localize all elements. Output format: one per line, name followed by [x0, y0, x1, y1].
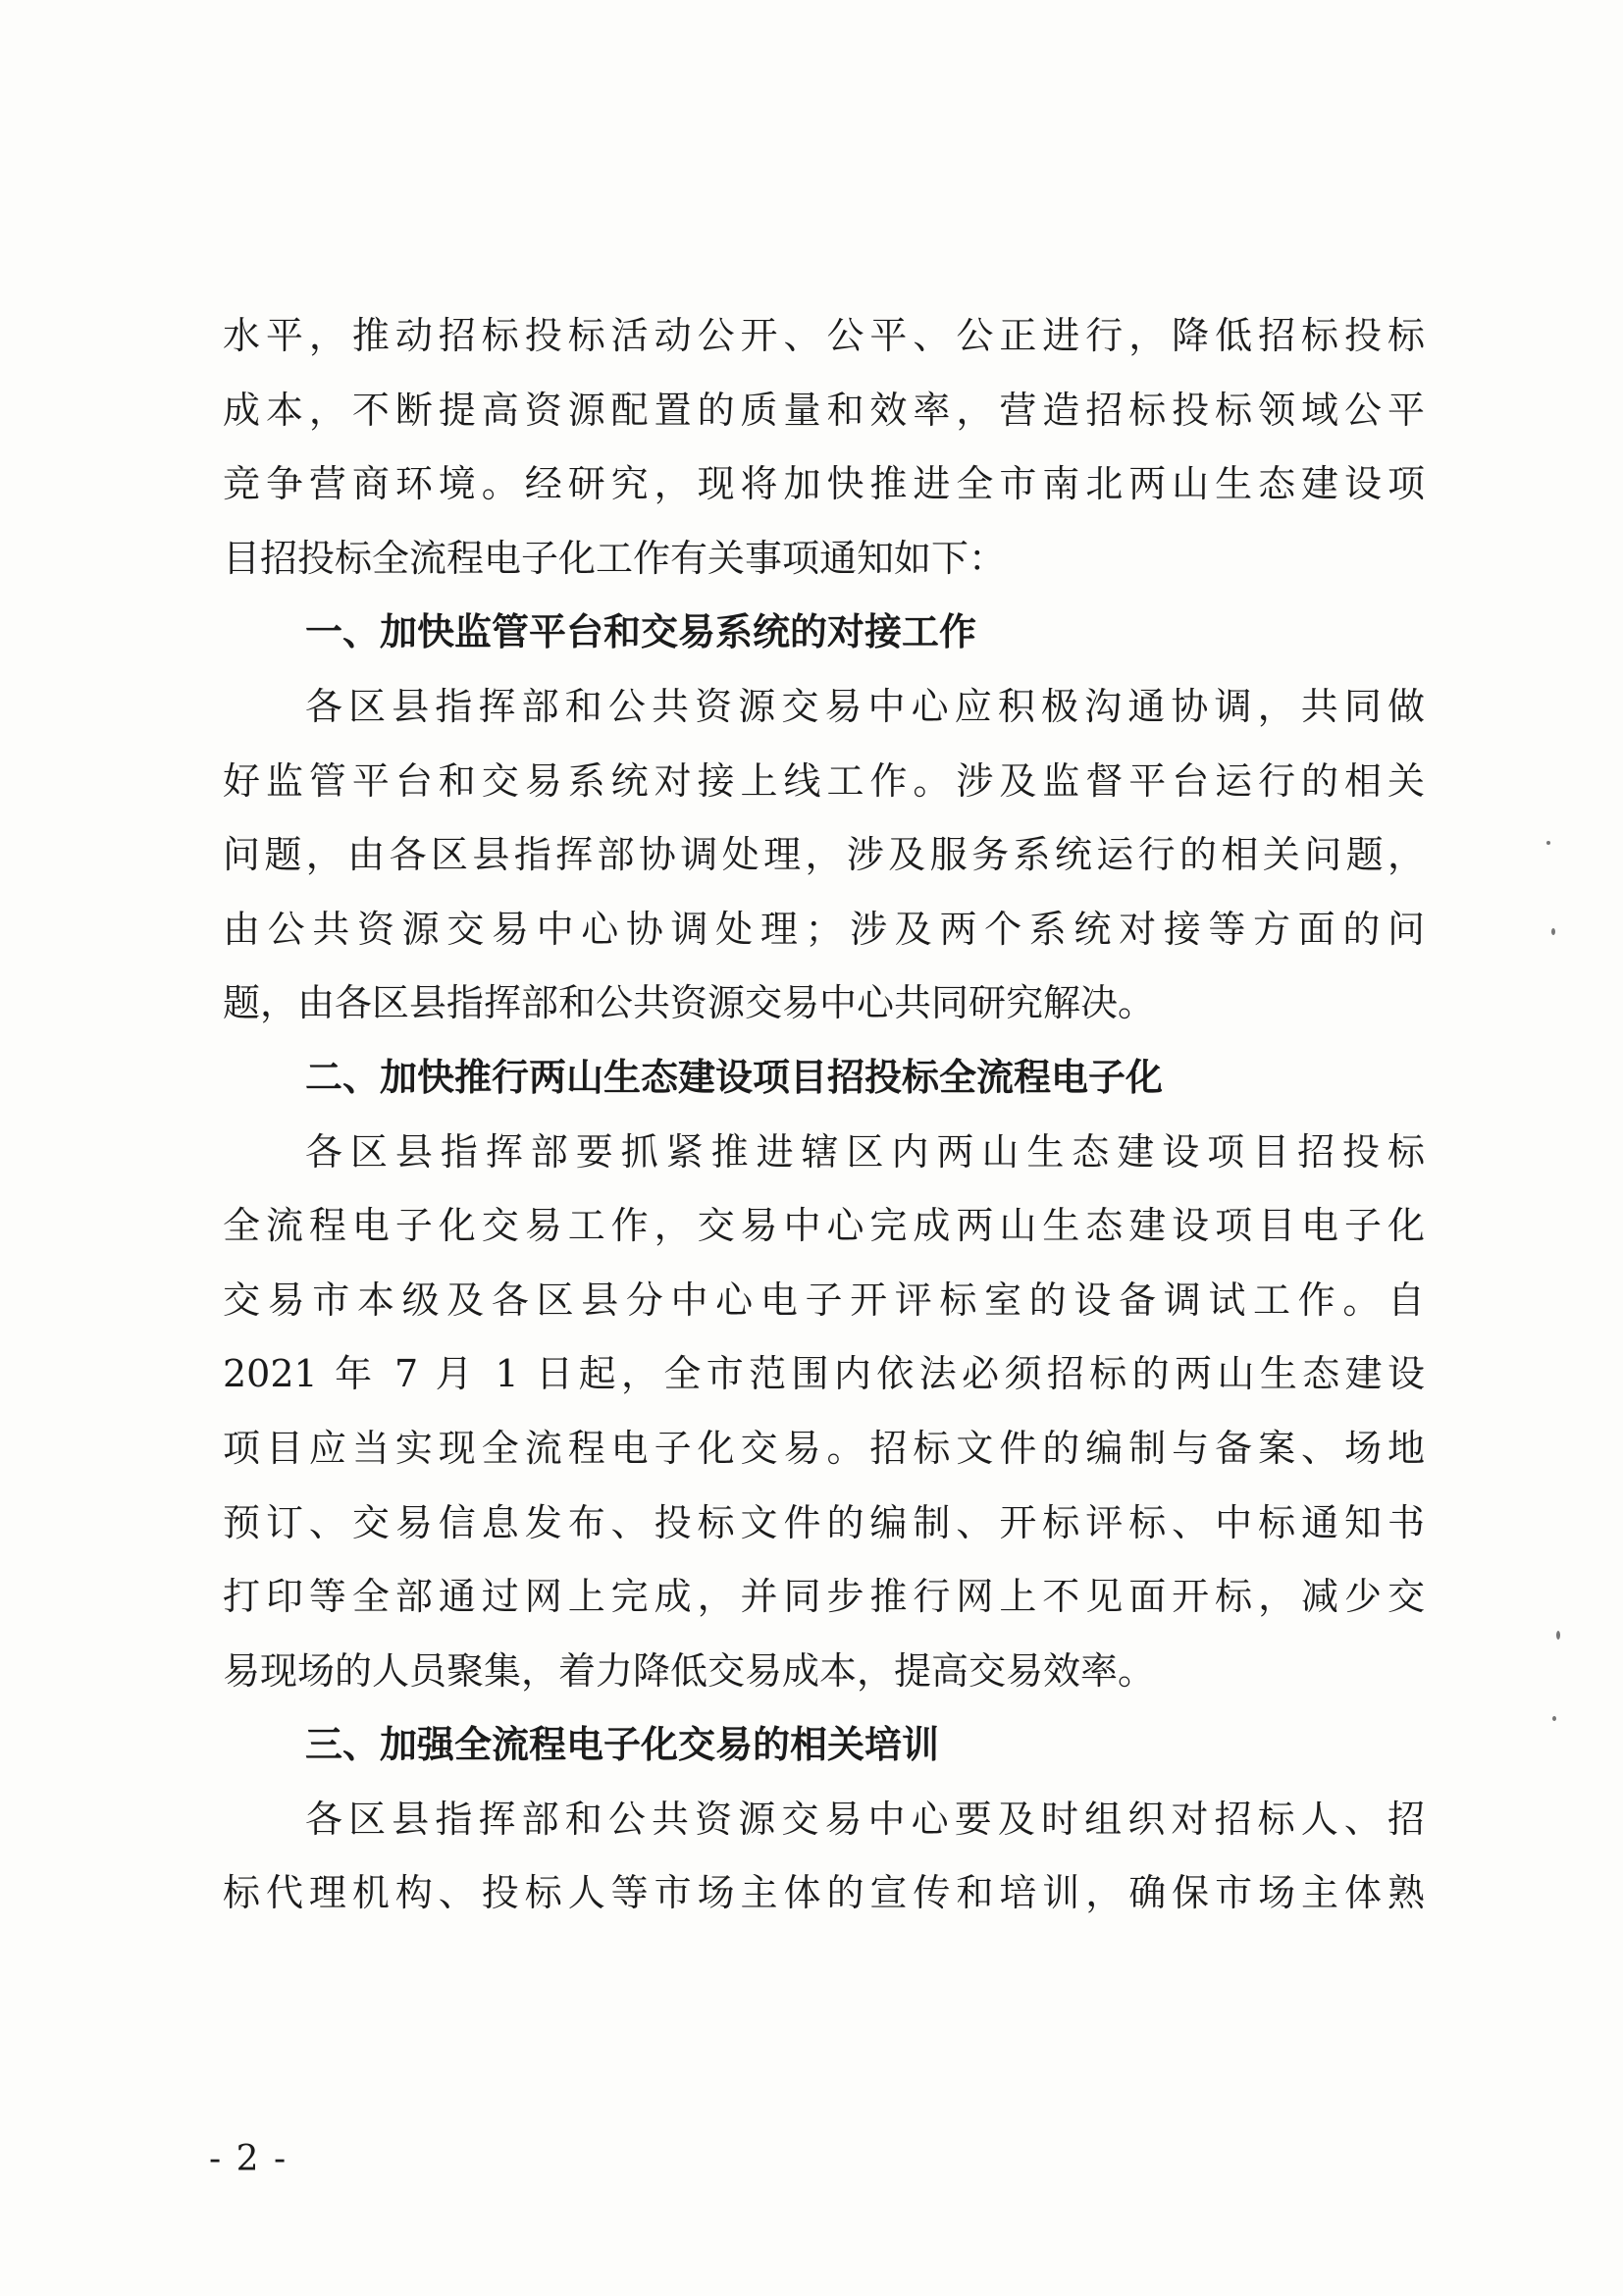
body-line: 预订、交易信息发布、投标文件的编制、开标评标、中标通知书: [223, 1500, 1425, 1544]
body-line: 水平，推动招标投标活动公开、公平、公正进行，降低招标投标: [223, 314, 1425, 357]
body-line: 各区县指挥部和公共资源交易中心要及时组织对招标人、招: [305, 1797, 1425, 1841]
body-line: 全流程电子化交易工作，交易中心完成两山生态建设项目电子化: [223, 1204, 1425, 1248]
scan-speck: [1552, 1716, 1556, 1721]
body-line: 题，由各区县指挥部和公共资源交易中心共同研究解决。: [223, 981, 1156, 1025]
body-line: 竞争营商环境。经研究，现将加快推进全市南北两山生态建设项: [223, 462, 1425, 506]
section-heading-2: 二、加快推行两山生态建设项目招投标全流程电子化: [305, 1055, 1164, 1099]
body-line: 问题，由各区县指挥部协调处理，涉及服务系统运行的相关问题，: [223, 833, 1425, 877]
scan-speck: [1556, 1631, 1560, 1640]
body-line: 各区县指挥部要抓紧推进辖区内两山生态建设项目招投标: [305, 1129, 1425, 1174]
body-line: 成本，不断提高资源配置的质量和效率，营造招标投标领域公平: [223, 388, 1425, 432]
page-number: - 2 -: [209, 2139, 288, 2179]
body-line: 易现场的人员聚集，着力降低交易成本，提高交易效率。: [223, 1648, 1156, 1693]
section-heading-1: 一、加快监管平台和交易系统的对接工作: [305, 610, 977, 654]
body-line: 各区县指挥部和公共资源交易中心应积极沟通协调，共同做: [305, 684, 1425, 728]
body-line: 由公共资源交易中心协调处理；涉及两个系统对接等方面的问: [223, 907, 1425, 951]
body-line: 标代理机构、投标人等市场主体的宣传和培训，确保市场主体熟: [223, 1871, 1425, 1915]
section-heading-3: 三、加强全流程电子化交易的相关培训: [305, 1723, 940, 1767]
body-line: 目招投标全流程电子化工作有关事项通知如下：: [223, 536, 1007, 580]
body-line: 好监管平台和交易系统对接上线工作。涉及监督平台运行的相关: [223, 758, 1425, 803]
body-line: 交易市本级及各区县分中心电子开评标室的设备调试工作。自: [223, 1278, 1425, 1322]
scan-speck: [1551, 928, 1555, 935]
document-body: [223, 299, 1425, 1931]
body-line: 2021 年 7 月 1 日起，全市范围内依法必须招标的两山生态建设: [223, 1352, 1425, 1396]
body-line: 打印等全部通过网上完成，并同步推行网上不见面开标，减少交: [223, 1575, 1425, 1619]
body-line: 项目应当实现全流程电子化交易。招标文件的编制与备案、场地: [223, 1426, 1425, 1470]
scan-speck: [1546, 841, 1550, 845]
